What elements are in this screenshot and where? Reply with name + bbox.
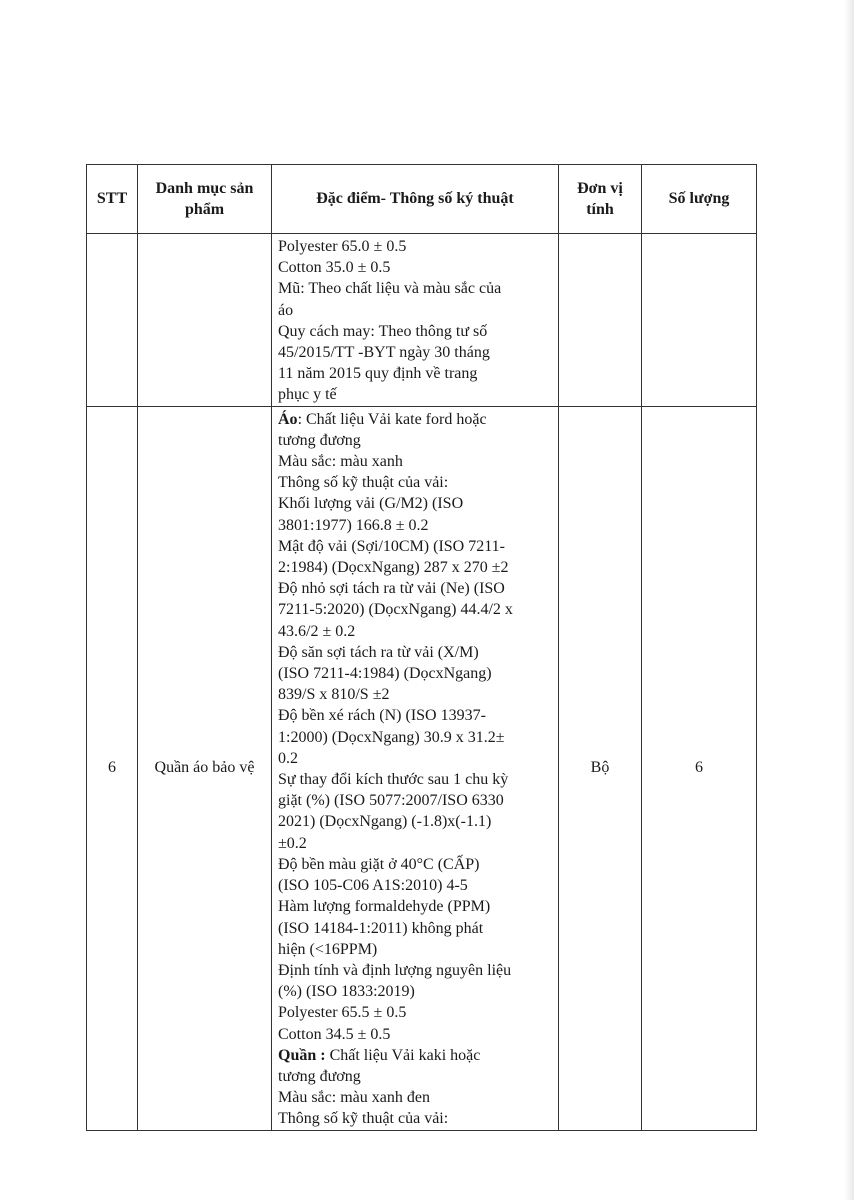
spec-line — [278, 384, 552, 405]
spec-line — [278, 939, 552, 960]
spec-line-text: 0.2 — [278, 749, 298, 767]
spec-line-bold-label: Quần : — [278, 1046, 326, 1064]
table-header-row — [87, 165, 757, 234]
spec-line — [278, 493, 552, 514]
spec-line-bold-label: Áo — [278, 410, 298, 428]
spec-line-text: Độ nhỏ sợi tách ra từ vải (Ne) (ISO — [278, 580, 505, 598]
spec-line — [278, 578, 552, 599]
spec-line — [278, 278, 552, 299]
spec-line — [278, 769, 552, 790]
spec-line — [278, 684, 552, 705]
cell-product: Quần áo bảo vệ — [138, 406, 272, 1130]
spec-line-text: ±0.2 — [278, 834, 307, 852]
cell-spec — [272, 234, 559, 407]
spec-line — [278, 981, 552, 1002]
spec-line — [278, 599, 552, 620]
spec-lines — [278, 409, 552, 1130]
spec-line — [278, 663, 552, 684]
spec-line-text: tương đương — [278, 431, 361, 449]
cell-unit — [559, 234, 642, 407]
spec-line-text: Chất liệu Vải kaki hoặc — [325, 1046, 481, 1064]
spec-line-text: Định tính và định lượng nguyên liệu — [278, 961, 512, 979]
spec-line — [278, 960, 552, 981]
spec-line-text: (%) (ISO 1833:2019) — [278, 983, 415, 1001]
spec-line — [278, 875, 552, 896]
spec-line-text: Mật độ vải (Sợi/10CM) (ISO 7211- — [278, 537, 505, 555]
spec-line-text: Quy cách may: Theo thông tư số — [278, 322, 488, 340]
spec-line — [278, 642, 552, 663]
spec-line — [278, 1002, 552, 1023]
spec-line-text: (ISO 105-C06 A1S:2010) 4-5 — [278, 877, 468, 895]
header-spec: Đặc điểm- Thông số ký thuật — [272, 165, 559, 234]
cell-product — [138, 234, 272, 407]
table-row — [87, 406, 757, 1130]
header-product-line: Danh mục sản — [155, 179, 254, 197]
spec-lines — [278, 236, 552, 406]
spec-line-text: Sự thay đổi kích thước sau 1 chu kỳ — [278, 771, 509, 789]
spec-line — [278, 300, 552, 321]
cell-stt — [87, 234, 138, 407]
spec-line-text: tương đương — [278, 1067, 361, 1085]
header-product — [138, 165, 272, 234]
spec-line-text: Thông số kỹ thuật của vải: — [278, 1110, 449, 1128]
spec-line — [278, 1087, 552, 1108]
spec-line-text: Mũ: Theo chất liệu và màu sắc của — [278, 280, 502, 298]
header-stt: STT — [87, 165, 138, 234]
spec-line-text: Polyester 65.5 ± 0.5 — [278, 1004, 407, 1022]
page-edge-shadow — [844, 0, 854, 1200]
spec-line — [278, 833, 552, 854]
spec-line — [278, 705, 552, 726]
header-unit-line: tính — [586, 201, 614, 218]
spec-line-text: giặt (%) (ISO 5077:2007/ISO 6330 — [278, 792, 504, 810]
spec-line-text: Khối lượng vải (G/M2) (ISO — [278, 495, 464, 513]
spec-line-text: Độ bền xé rách (N) (ISO 13937- — [278, 707, 486, 725]
spec-line-text: Độ bền màu giặt ở 40°C (CẤP) — [278, 855, 480, 873]
spec-line-text: 7211-5:2020) (DọcxNgang) 44.4/2 x — [278, 601, 513, 619]
spec-line-text: Hàm lượng formaldehyde (PPM) — [278, 898, 491, 916]
cell-stt: 6 — [87, 406, 138, 1130]
spec-line — [278, 451, 552, 472]
spec-line-text: (ISO 7211-4:1984) (DọcxNgang) — [278, 665, 492, 683]
spec-line — [278, 342, 552, 363]
specification-table — [86, 164, 757, 1131]
spec-line-text: 11 năm 2015 quy định về trang — [278, 365, 478, 383]
cell-quantity — [642, 234, 757, 407]
spec-line — [278, 536, 552, 557]
spec-line — [278, 321, 552, 342]
spec-line — [278, 236, 552, 257]
spec-line-text: 2:1984) (DọcxNgang) 287 x 270 ±2 — [278, 559, 509, 577]
spec-line-text: 839/S x 810/S ±2 — [278, 686, 390, 704]
spec-line-text: (ISO 14184-1:2011) không phát — [278, 919, 484, 937]
spec-line-text: 43.6/2 ± 0.2 — [278, 622, 356, 640]
header-unit — [559, 165, 642, 234]
spec-line-text: phục y tế — [278, 386, 337, 404]
spec-line — [278, 557, 552, 578]
header-quantity: Số lượng — [642, 165, 757, 234]
spec-line — [278, 896, 552, 917]
spec-line — [278, 1024, 552, 1045]
spec-line — [278, 854, 552, 875]
spec-line-text: : Chất liệu Vải kate ford hoặc — [297, 410, 487, 428]
spec-line-text: Cotton 34.5 ± 0.5 — [278, 1025, 391, 1043]
cell-unit: Bộ — [559, 406, 642, 1130]
spec-line — [278, 1066, 552, 1087]
spec-line — [278, 472, 552, 493]
header-product-line: phẩm — [184, 201, 225, 218]
spec-line — [278, 727, 552, 748]
header-unit-line: Đơn vị — [577, 179, 623, 197]
spec-line — [278, 257, 552, 278]
spec-line — [278, 409, 552, 430]
spec-line-text: 1:2000) (DọcxNgang) 30.9 x 31.2± — [278, 728, 505, 746]
spec-line — [278, 515, 552, 536]
cell-quantity: 6 — [642, 406, 757, 1130]
spec-line-text: 45/2015/TT -BYT ngày 30 tháng — [278, 344, 490, 362]
spec-line — [278, 1045, 552, 1066]
spec-line-text: Màu sắc: màu xanh — [278, 453, 403, 471]
spec-line-text: Thông số kỹ thuật của vải: — [278, 474, 449, 492]
spec-line — [278, 918, 552, 939]
spec-line-text: Polyester 65.0 ± 0.5 — [278, 238, 407, 255]
spec-line-text: Cotton 35.0 ± 0.5 — [278, 259, 391, 277]
table-row — [87, 234, 757, 407]
spec-line — [278, 430, 552, 451]
spec-line-text: hiện (<16PPM) — [278, 940, 378, 958]
spec-line — [278, 790, 552, 811]
spec-line — [278, 1108, 552, 1129]
spec-line-text: áo — [278, 301, 294, 319]
cell-spec — [272, 406, 559, 1130]
spec-line-text: Màu sắc: màu xanh đen — [278, 1089, 430, 1107]
spec-line-text: Độ săn sợi tách ra từ vải (X/M) — [278, 643, 479, 661]
spec-line — [278, 811, 552, 832]
spec-line — [278, 748, 552, 769]
spec-line-text: 3801:1977) 166.8 ± 0.2 — [278, 516, 429, 534]
spec-line-text: 2021) (DọcxNgang) (-1.8)x(-1.1) — [278, 813, 492, 831]
spec-line — [278, 363, 552, 384]
spec-line — [278, 621, 552, 642]
